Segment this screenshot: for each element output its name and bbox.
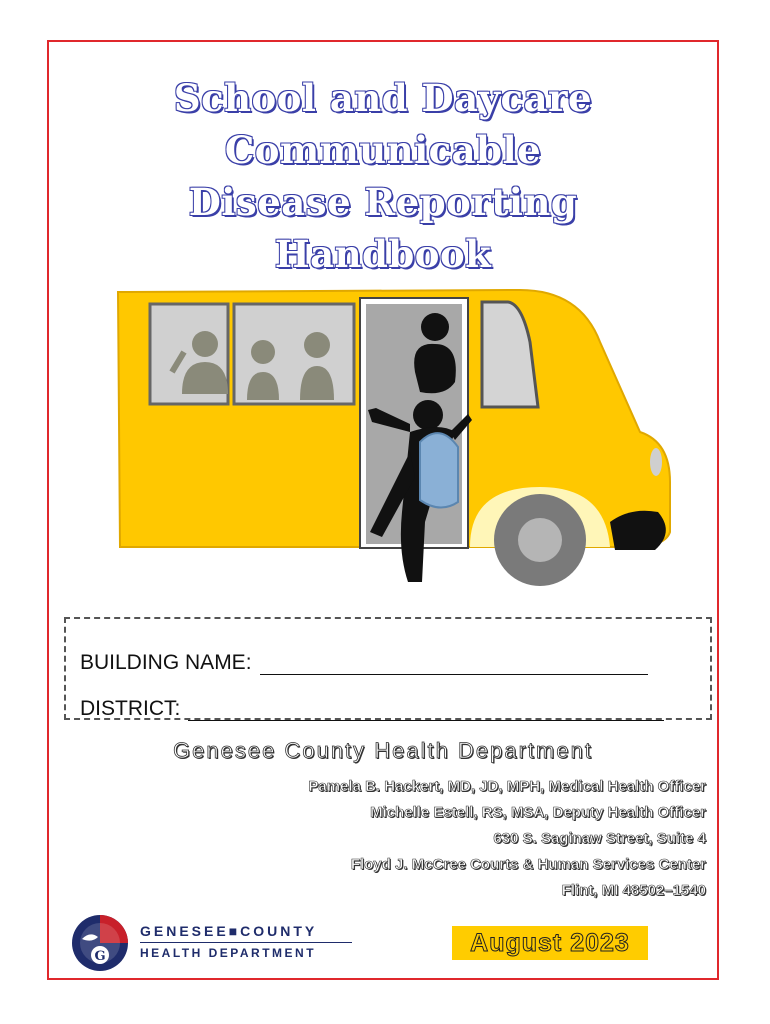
logo-wordmark [140,923,352,960]
title-line-4: Handbook [274,232,492,276]
publication-date: August 2023 [452,926,648,960]
form-fields-box [64,617,712,720]
street-address-line: 630 S. Saginaw Street, Suite 4 [493,830,706,847]
logo-line-1: GENESEE■COUNTY [140,923,318,939]
logo-divider [140,942,352,943]
contact-block [308,774,706,904]
seal-letter: G [94,949,106,964]
title-line-1: School and Daycare [173,76,593,120]
school-bus-illustration [110,282,690,612]
district-field[interactable] [80,697,664,721]
deputy-officer-line: Michelle Estell, RS, MSA, Deputy Health Officer [370,804,706,821]
handbook-title [47,72,719,280]
department-name: Genesee County Health Department [173,738,593,763]
building-name-field[interactable] [80,651,648,675]
health-officer-line: Pamela B. Hackert, MD, JD, MPH, Medical Health Officer [308,778,706,795]
district-blank[interactable] [188,700,664,721]
title-line-2: Communicable [224,128,542,172]
building-address-line: Floyd J. McCree Courts & Human Services Center [350,856,706,873]
city-address-line: Flint, MI 48502–1540 [561,882,706,899]
logo-line-2: HEALTH DEPARTMENT [140,946,317,960]
title-line-3: Disease Reporting [188,180,578,224]
building-name-label: BUILDING NAME: [80,651,252,674]
district-label: DISTRICT: [80,697,181,720]
building-name-blank[interactable] [260,654,648,675]
